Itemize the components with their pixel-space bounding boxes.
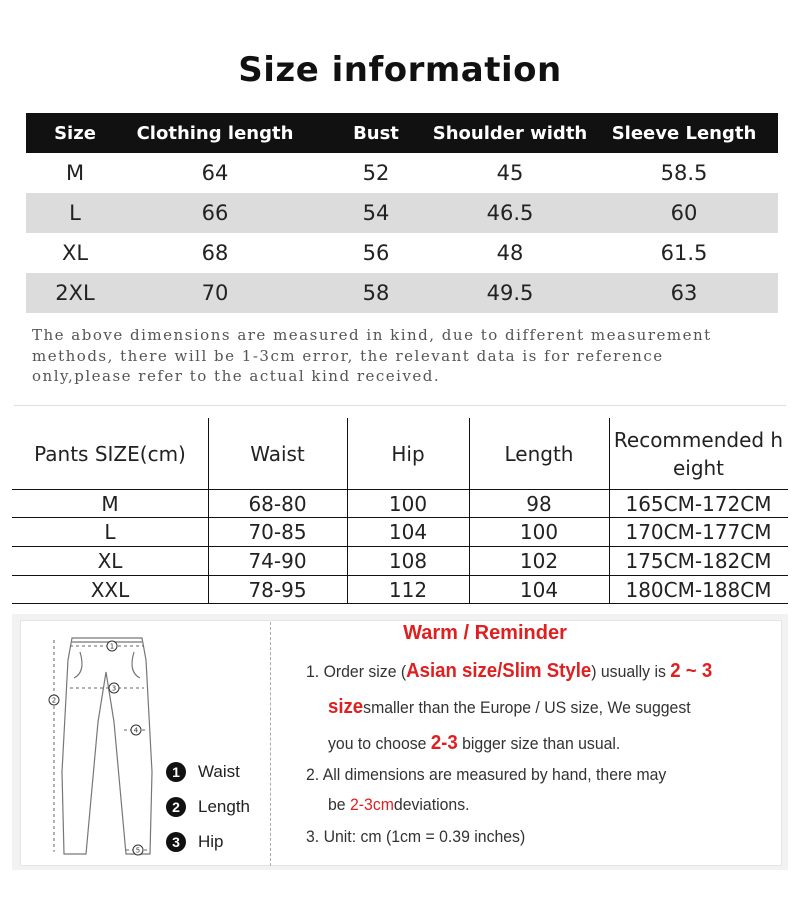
header-cell — [609, 418, 788, 489]
reminder-line — [328, 696, 691, 719]
table-cell: 68-80 — [248, 491, 307, 516]
table-cell: 70-85 — [248, 520, 307, 544]
table-cell: 49.5 — [486, 281, 534, 305]
note-line: methods, there will be 1-3cm error, the relevant data is for reference — [32, 346, 664, 365]
reminder-highlight: 2 ~ 3 — [670, 660, 713, 682]
legend-label: Length — [198, 797, 250, 816]
reminder-line — [306, 660, 712, 683]
reminder-highlight: 2-3 — [430, 732, 458, 754]
note-line: The above dimensions are measured in kind, due to different measurement — [32, 326, 712, 344]
table-cell: 100 — [388, 491, 428, 516]
header-cell: Clothing length — [136, 122, 294, 144]
reminder-line: 3. Unit: cm (1cm = 0.39 inches) — [306, 827, 526, 846]
pants-diagram — [40, 632, 170, 862]
table-cell: 68 — [201, 241, 229, 265]
table-row — [26, 273, 778, 313]
size-table-header — [26, 113, 778, 153]
table-cell: 46.5 — [486, 201, 534, 225]
legend-item-waist — [166, 762, 240, 782]
legend-number: 3 — [166, 832, 186, 852]
pocket-line — [132, 652, 140, 678]
legend-label: Waist — [198, 762, 240, 781]
size-table — [26, 113, 778, 313]
table-cell: XXL — [90, 577, 130, 602]
table-cell: 60 — [670, 201, 698, 225]
reminder-text: bigger size than usual. — [457, 734, 621, 753]
table-cell: 78-95 — [248, 577, 307, 602]
marker-label: 5 — [135, 846, 141, 855]
measurement-note — [32, 325, 772, 387]
table-cell: 170CM-177CM — [625, 520, 772, 544]
reminder-text: you to choose — [328, 734, 431, 753]
table-cell: 112 — [388, 577, 428, 602]
reminder-line: 2. All dimensions are measured by hand, there may — [306, 765, 667, 784]
reminder-line — [328, 795, 470, 815]
header-text: Recommended h — [613, 427, 784, 452]
table-cell: 58.5 — [660, 161, 708, 185]
reminder-line — [328, 732, 620, 755]
table-cell: 180CM-188CM — [625, 577, 772, 602]
table-cell: 48 — [496, 241, 524, 265]
table-row — [26, 153, 778, 193]
reminder-text: smaller than the Europe / US size, We suggest — [363, 698, 691, 717]
table-cell: 45 — [496, 161, 524, 185]
panel-divider — [270, 622, 272, 866]
table-cell: 54 — [362, 201, 390, 225]
table-cell: 2XL — [55, 281, 95, 305]
header-cell: Length — [504, 441, 574, 466]
table-cell: 104 — [388, 520, 428, 544]
header-cell: Hip — [391, 441, 425, 466]
page-title: Size information — [238, 50, 562, 90]
table-cell: XL — [61, 241, 89, 265]
table-cell: 104 — [519, 577, 559, 602]
legend-label: Hip — [198, 832, 224, 851]
table-cell: 108 — [388, 549, 428, 573]
legend-number: 2 — [166, 797, 186, 817]
table-cell: 74-90 — [248, 549, 307, 573]
table-cell: M — [65, 161, 85, 185]
reminder-text: 1. Order size ( — [306, 662, 407, 681]
table-cell: 64 — [201, 161, 229, 185]
header-cell: Sleeve Length — [611, 122, 757, 144]
header-text: eight — [672, 455, 725, 480]
pants-outline — [62, 638, 152, 854]
reminder-highlight: Asian size/Slim Style — [406, 660, 592, 682]
reminder-text: deviations. — [393, 795, 470, 814]
marker-label: 3 — [111, 684, 117, 693]
header-cell: Size — [54, 122, 96, 144]
section-divider — [14, 405, 786, 406]
legend-item-length — [166, 797, 250, 817]
table-cell: 100 — [519, 520, 559, 544]
table-cell: 165CM-172CM — [625, 491, 772, 516]
legend-item-hip — [166, 832, 224, 852]
table-cell: 58 — [362, 281, 390, 305]
table-cell: 61.5 — [660, 241, 708, 265]
note-line: only,please refer to the actual kind received. — [32, 367, 441, 385]
grid-line — [12, 603, 788, 604]
table-cell: 66 — [201, 201, 229, 225]
table-cell: 102 — [519, 549, 559, 573]
table-cell: L — [104, 520, 116, 544]
header-cell: Pants SIZE(cm) — [34, 441, 186, 466]
header-cell: Shoulder width — [432, 122, 588, 144]
reminder-highlight: 2-3cm — [349, 795, 394, 814]
reminder-text: be — [328, 795, 350, 814]
marker-label: 2 — [51, 696, 57, 705]
marker-label: 4 — [133, 726, 139, 735]
table-cell: L — [69, 201, 81, 225]
reminder-text: ) usually is — [591, 662, 671, 681]
table-cell: 98 — [526, 491, 552, 516]
table-cell: 175CM-182CM — [625, 549, 772, 573]
table-row — [26, 193, 778, 233]
table-cell: 56 — [362, 241, 390, 265]
table-cell: 63 — [670, 281, 698, 305]
table-cell: 52 — [362, 161, 390, 185]
table-row — [26, 233, 778, 273]
table-cell: XL — [97, 549, 123, 573]
legend-number: 1 — [166, 762, 186, 782]
reminder-title: Warm / Reminder — [403, 622, 567, 644]
table-cell: M — [101, 491, 119, 516]
pants-size-table — [12, 418, 788, 604]
table-cell: 70 — [201, 281, 229, 305]
header-cell: Bust — [353, 122, 399, 144]
marker-label: 1 — [109, 642, 115, 651]
header-cell: Waist — [250, 441, 305, 466]
pocket-line — [74, 652, 82, 678]
reminder-highlight: size — [328, 696, 364, 718]
